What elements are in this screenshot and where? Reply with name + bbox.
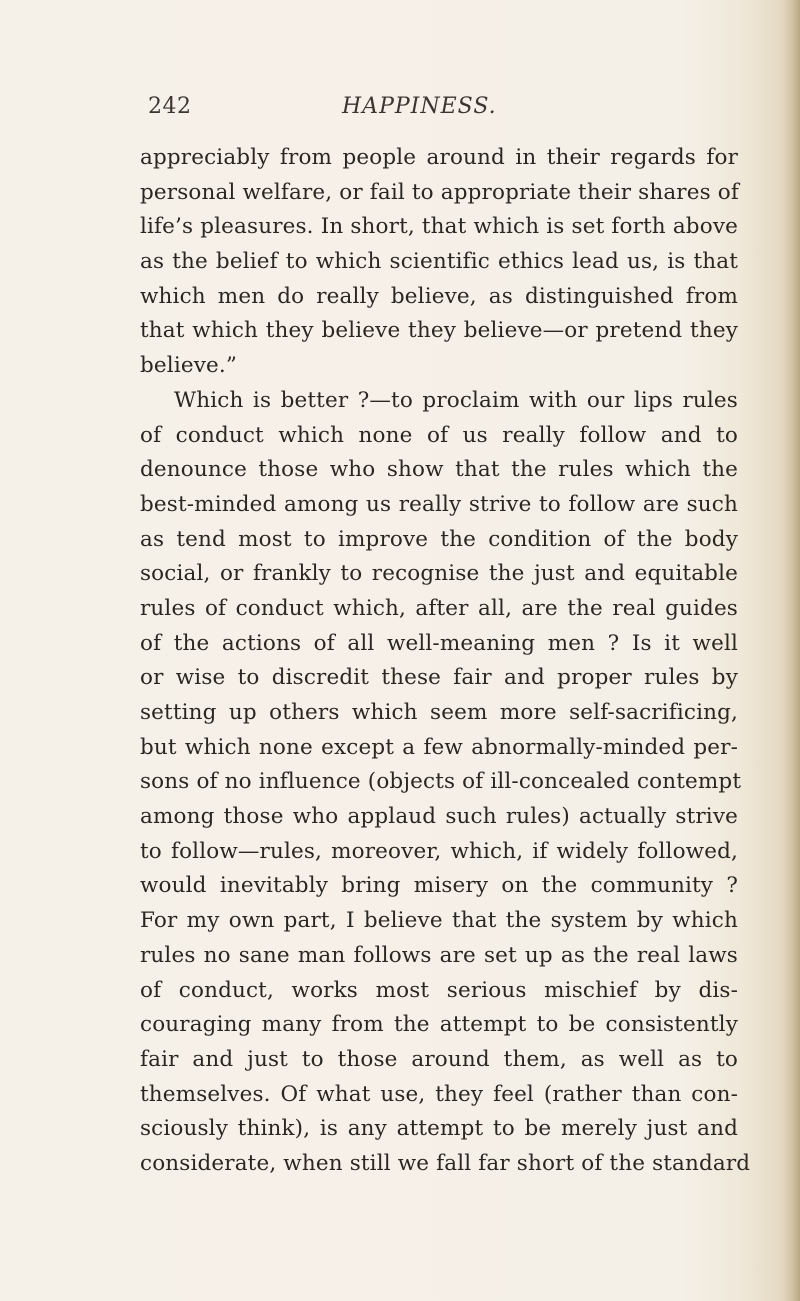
body-text <box>140 141 751 1182</box>
text-line: themselves. Of what use, they feel (rather than con- <box>140 1081 738 1107</box>
text-line: among those who applaud such rules) actually strive <box>140 804 738 830</box>
text-line: Which is better ?—to proclaim with our lips rules <box>174 387 738 413</box>
page-edge-shadow <box>782 0 800 1301</box>
text-line: life’s pleasures. In short, that which is set forth above <box>140 214 738 240</box>
text-line: believe.” <box>140 353 238 379</box>
text-line: denounce those who show that the rules which the <box>140 457 738 483</box>
text-line: sons of no influence (objects of ill-concealed contempt <box>140 769 742 795</box>
text-line: rules of conduct which, after all, are the real guides <box>140 595 738 621</box>
text-line: fair and just to those around them, as well as to <box>140 1046 738 1072</box>
text-line: but which none except a few abnormally-minded per- <box>140 734 738 760</box>
text-line: or wise to discredit these fair and proper rules by <box>140 665 738 691</box>
text-line: setting up others which seem more self-sacrificing, <box>140 700 738 725</box>
text-line: best-minded among us really strive to follow are such <box>140 491 738 517</box>
text-line: sciously think), is any attempt to be merely just and <box>140 1116 738 1142</box>
text-line: social, or frankly to recognise the just and equitable <box>140 561 738 587</box>
page-header <box>148 94 738 128</box>
text-line: of the actions of all well-meaning men ? Is it well <box>140 630 738 656</box>
text-line: For my own part, I believe that the system by which <box>140 908 738 934</box>
text-line: to follow—rules, moreover, which, if widely followed, <box>140 838 738 864</box>
text-line: considerate, when still we fall far short of the standard <box>140 1150 751 1176</box>
text-line: personal welfare, or fail to appropriate their shares of <box>140 179 739 205</box>
text-line: couraging many from the attempt to be consistently <box>140 1012 738 1038</box>
text-line: that which they believe they believe—or pretend they <box>140 318 738 344</box>
text-line: rules no sane man follows are set up as the real laws <box>140 942 738 968</box>
running-head: HAPPINESS. <box>342 94 497 119</box>
text-line: of conduct, works most serious mischief by dis- <box>140 977 738 1003</box>
text-line: as the belief to which scientific ethics lead us, is that <box>140 249 738 275</box>
text-line: of conduct which none of us really follow and to <box>140 422 738 448</box>
page-number: 242 <box>148 94 192 119</box>
text-line: appreciably from people around in their regards for <box>140 145 738 170</box>
text-line: would inevitably bring misery on the community ? <box>140 873 738 899</box>
text-line: as tend most to improve the condition of the body <box>140 526 738 552</box>
text-line: which men do really believe, as distinguished from <box>140 283 738 309</box>
